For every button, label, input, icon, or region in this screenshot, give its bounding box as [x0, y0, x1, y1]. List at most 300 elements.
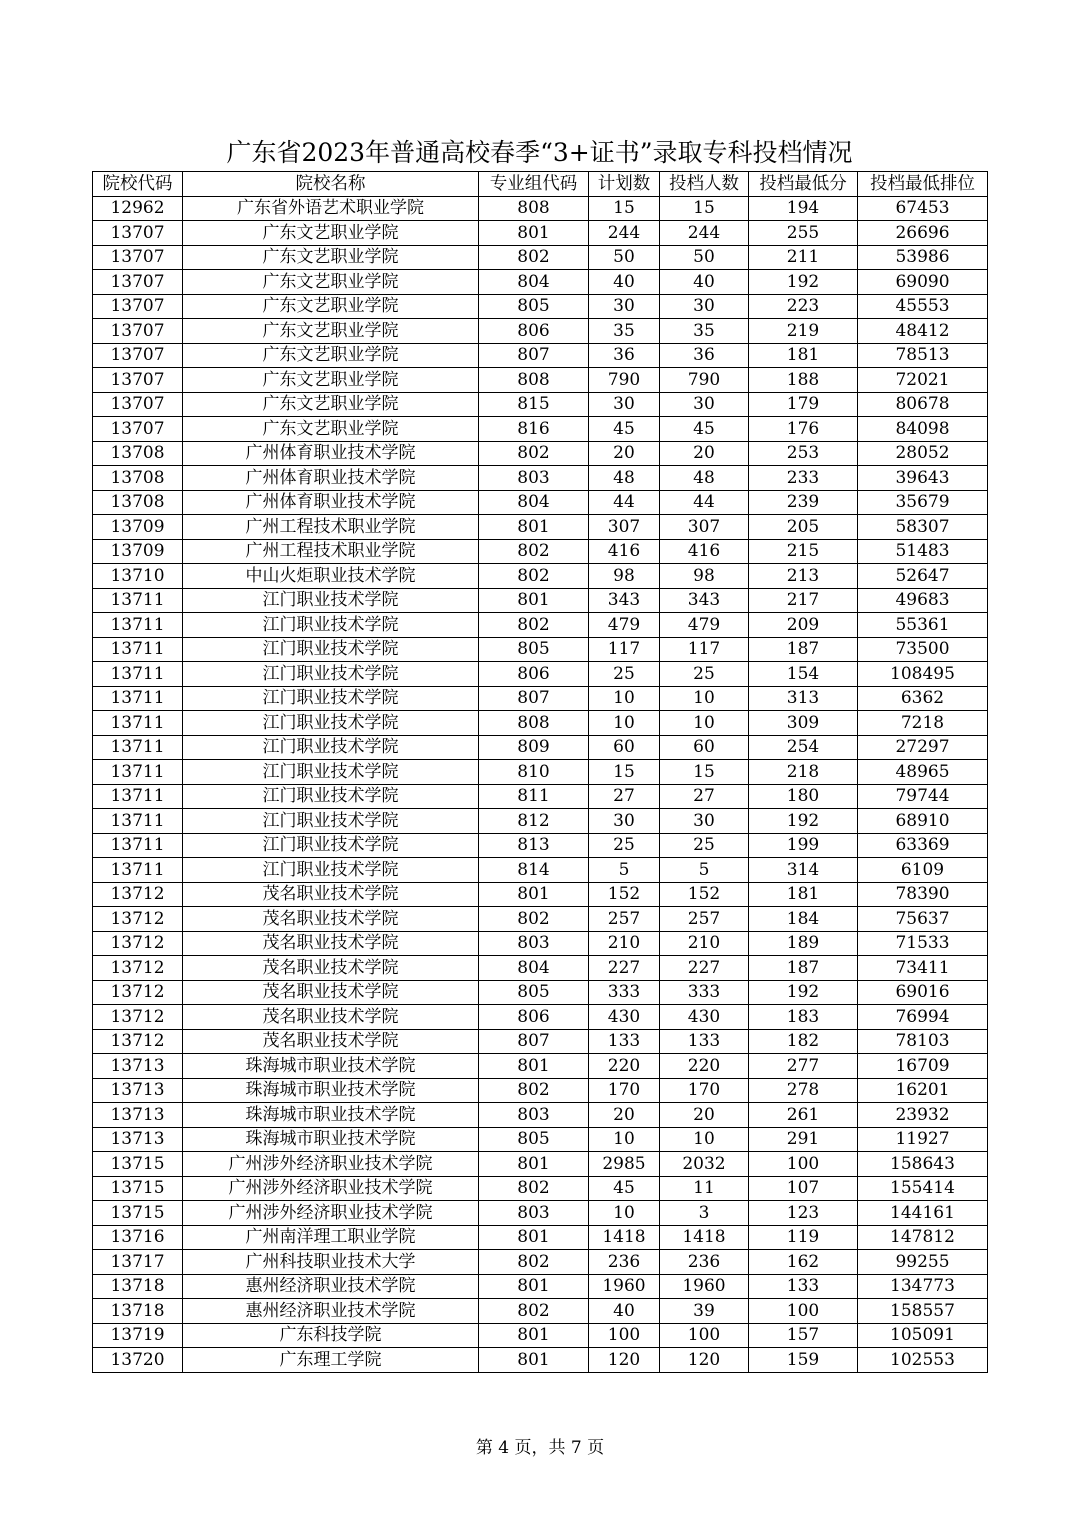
cell-min-rank: 69016	[858, 980, 988, 1005]
cell-school-code: 13711	[93, 613, 183, 638]
cell-group-code: 815	[479, 392, 589, 417]
cell-plan-count: 36	[589, 343, 660, 368]
table-row	[93, 1274, 988, 1299]
table-row	[93, 245, 988, 270]
cell-group-code: 802	[479, 1176, 589, 1201]
cell-school-name: 茂名职业技术学院	[183, 1029, 479, 1054]
cell-school-name: 广东文艺职业学院	[183, 294, 479, 319]
cell-min-score: 254	[749, 735, 858, 760]
cell-school-code: 13711	[93, 711, 183, 736]
header-min-rank: 投档最低排位	[858, 172, 988, 197]
cell-group-code: 802	[479, 907, 589, 932]
table-row	[93, 221, 988, 246]
cell-school-name: 广州涉外经济职业技术学院	[183, 1201, 479, 1226]
cell-admitted-count: 244	[660, 221, 749, 246]
cell-min-rank: 26696	[858, 221, 988, 246]
cell-admitted-count: 133	[660, 1029, 749, 1054]
cell-admitted-count: 40	[660, 270, 749, 295]
cell-school-code: 13711	[93, 637, 183, 662]
cell-min-rank: 51483	[858, 539, 988, 564]
table-row	[93, 686, 988, 711]
cell-school-code: 13711	[93, 686, 183, 711]
cell-school-name: 茂名职业技术学院	[183, 882, 479, 907]
cell-group-code: 809	[479, 735, 589, 760]
cell-plan-count: 15	[589, 196, 660, 221]
table-row	[93, 1225, 988, 1250]
header-school-name: 院校名称	[183, 172, 479, 197]
cell-min-score: 217	[749, 588, 858, 613]
cell-group-code: 805	[479, 294, 589, 319]
table-row	[93, 1323, 988, 1348]
cell-admitted-count: 257	[660, 907, 749, 932]
cell-plan-count: 25	[589, 833, 660, 858]
cell-admitted-count: 170	[660, 1078, 749, 1103]
cell-school-code: 13711	[93, 588, 183, 613]
cell-school-name: 江门职业技术学院	[183, 833, 479, 858]
cell-school-name: 惠州经济职业技术学院	[183, 1274, 479, 1299]
cell-min-score: 133	[749, 1274, 858, 1299]
table-header-row	[93, 172, 988, 197]
table-row	[93, 637, 988, 662]
table-row	[93, 1152, 988, 1177]
cell-min-score: 100	[749, 1299, 858, 1324]
cell-min-score: 180	[749, 784, 858, 809]
cell-group-code: 816	[479, 417, 589, 442]
table-row	[93, 1103, 988, 1128]
cell-min-rank: 39643	[858, 466, 988, 491]
cell-school-code: 13711	[93, 735, 183, 760]
cell-admitted-count: 10	[660, 686, 749, 711]
cell-min-rank: 16709	[858, 1054, 988, 1079]
cell-min-rank: 23932	[858, 1103, 988, 1128]
cell-group-code: 803	[479, 931, 589, 956]
table-row	[93, 1201, 988, 1226]
cell-school-name: 广东理工学院	[183, 1348, 479, 1373]
cell-school-name: 江门职业技术学院	[183, 588, 479, 613]
table-row	[93, 1054, 988, 1079]
cell-plan-count: 210	[589, 931, 660, 956]
cell-school-name: 江门职业技术学院	[183, 784, 479, 809]
cell-plan-count: 30	[589, 809, 660, 834]
cell-plan-count: 20	[589, 441, 660, 466]
table-row	[93, 931, 988, 956]
cell-school-name: 广州工程技术职业学院	[183, 539, 479, 564]
cell-school-name: 中山火炬职业技术学院	[183, 564, 479, 589]
cell-admitted-count: 210	[660, 931, 749, 956]
cell-plan-count: 152	[589, 882, 660, 907]
cell-school-code: 13709	[93, 539, 183, 564]
cell-school-code: 12962	[93, 196, 183, 221]
cell-admitted-count: 3	[660, 1201, 749, 1226]
cell-plan-count: 44	[589, 490, 660, 515]
cell-plan-count: 430	[589, 1005, 660, 1030]
cell-admitted-count: 25	[660, 833, 749, 858]
cell-group-code: 808	[479, 196, 589, 221]
table-body	[93, 196, 988, 1372]
cell-group-code: 806	[479, 319, 589, 344]
table-row	[93, 858, 988, 883]
cell-school-code: 13716	[93, 1225, 183, 1250]
cell-school-code: 13707	[93, 319, 183, 344]
header-admitted-count: 投档人数	[660, 172, 749, 197]
cell-min-rank: 79744	[858, 784, 988, 809]
cell-admitted-count: 416	[660, 539, 749, 564]
cell-min-rank: 102553	[858, 1348, 988, 1373]
cell-group-code: 805	[479, 1127, 589, 1152]
cell-min-score: 223	[749, 294, 858, 319]
cell-group-code: 806	[479, 662, 589, 687]
cell-plan-count: 45	[589, 1176, 660, 1201]
cell-plan-count: 10	[589, 711, 660, 736]
cell-school-code: 13707	[93, 417, 183, 442]
table-row	[93, 882, 988, 907]
table-row	[93, 392, 988, 417]
cell-group-code: 803	[479, 1201, 589, 1226]
cell-school-name: 惠州经济职业技术学院	[183, 1299, 479, 1324]
cell-min-score: 199	[749, 833, 858, 858]
cell-admitted-count: 27	[660, 784, 749, 809]
cell-school-name: 广东文艺职业学院	[183, 270, 479, 295]
cell-min-score: 239	[749, 490, 858, 515]
cell-group-code: 811	[479, 784, 589, 809]
cell-plan-count: 10	[589, 1127, 660, 1152]
cell-min-score: 209	[749, 613, 858, 638]
cell-admitted-count: 20	[660, 1103, 749, 1128]
cell-group-code: 807	[479, 686, 589, 711]
cell-group-code: 814	[479, 858, 589, 883]
cell-school-code: 13711	[93, 760, 183, 785]
cell-plan-count: 50	[589, 245, 660, 270]
cell-min-rank: 27297	[858, 735, 988, 760]
cell-admitted-count: 2032	[660, 1152, 749, 1177]
cell-school-name: 茂名职业技术学院	[183, 907, 479, 932]
cell-min-rank: 158643	[858, 1152, 988, 1177]
cell-school-code: 13712	[93, 1029, 183, 1054]
cell-min-rank: 35679	[858, 490, 988, 515]
table-row	[93, 343, 988, 368]
cell-admitted-count: 44	[660, 490, 749, 515]
cell-min-rank: 158557	[858, 1299, 988, 1324]
cell-school-name: 江门职业技术学院	[183, 686, 479, 711]
cell-plan-count: 27	[589, 784, 660, 809]
table-row	[93, 1348, 988, 1373]
cell-school-code: 13708	[93, 441, 183, 466]
cell-school-code: 13712	[93, 956, 183, 981]
table-row	[93, 539, 988, 564]
cell-min-score: 154	[749, 662, 858, 687]
cell-plan-count: 333	[589, 980, 660, 1005]
cell-group-code: 810	[479, 760, 589, 785]
cell-group-code: 813	[479, 833, 589, 858]
cell-admitted-count: 11	[660, 1176, 749, 1201]
cell-school-name: 广州工程技术职业学院	[183, 515, 479, 540]
cell-plan-count: 1418	[589, 1225, 660, 1250]
table-row	[93, 564, 988, 589]
admission-table	[92, 171, 988, 1373]
cell-plan-count: 35	[589, 319, 660, 344]
cell-admitted-count: 227	[660, 956, 749, 981]
cell-min-rank: 53986	[858, 245, 988, 270]
table-row	[93, 735, 988, 760]
cell-admitted-count: 236	[660, 1250, 749, 1275]
cell-group-code: 803	[479, 466, 589, 491]
cell-school-name: 广东文艺职业学院	[183, 319, 479, 344]
cell-school-code: 13713	[93, 1054, 183, 1079]
cell-admitted-count: 35	[660, 319, 749, 344]
table-row	[93, 1029, 988, 1054]
cell-school-code: 13719	[93, 1323, 183, 1348]
cell-plan-count: 220	[589, 1054, 660, 1079]
cell-school-code: 13715	[93, 1176, 183, 1201]
cell-plan-count: 45	[589, 417, 660, 442]
cell-admitted-count: 120	[660, 1348, 749, 1373]
cell-school-name: 广州体育职业技术学院	[183, 466, 479, 491]
cell-school-code: 13707	[93, 270, 183, 295]
cell-min-rank: 78390	[858, 882, 988, 907]
table-row	[93, 809, 988, 834]
cell-min-score: 278	[749, 1078, 858, 1103]
cell-min-score: 314	[749, 858, 858, 883]
cell-min-rank: 63369	[858, 833, 988, 858]
table-row	[93, 784, 988, 809]
cell-min-score: 189	[749, 931, 858, 956]
cell-group-code: 804	[479, 956, 589, 981]
cell-school-code: 13707	[93, 245, 183, 270]
cell-plan-count: 244	[589, 221, 660, 246]
cell-min-score: 309	[749, 711, 858, 736]
cell-school-code: 13712	[93, 980, 183, 1005]
cell-plan-count: 10	[589, 686, 660, 711]
cell-group-code: 812	[479, 809, 589, 834]
cell-min-score: 255	[749, 221, 858, 246]
cell-plan-count: 40	[589, 1299, 660, 1324]
cell-min-rank: 48965	[858, 760, 988, 785]
cell-group-code: 804	[479, 270, 589, 295]
cell-school-code: 13707	[93, 392, 183, 417]
cell-min-rank: 55361	[858, 613, 988, 638]
cell-min-score: 181	[749, 343, 858, 368]
cell-min-score: 233	[749, 466, 858, 491]
table-row	[93, 1250, 988, 1275]
table-row	[93, 490, 988, 515]
cell-group-code: 801	[479, 1348, 589, 1373]
cell-group-code: 801	[479, 1323, 589, 1348]
cell-plan-count: 2985	[589, 1152, 660, 1177]
cell-min-score: 192	[749, 270, 858, 295]
cell-admitted-count: 430	[660, 1005, 749, 1030]
cell-admitted-count: 1418	[660, 1225, 749, 1250]
cell-school-name: 江门职业技术学院	[183, 809, 479, 834]
cell-plan-count: 100	[589, 1323, 660, 1348]
table-row	[93, 1005, 988, 1030]
cell-min-rank: 68910	[858, 809, 988, 834]
cell-admitted-count: 10	[660, 1127, 749, 1152]
cell-group-code: 801	[479, 221, 589, 246]
cell-group-code: 804	[479, 490, 589, 515]
cell-plan-count: 40	[589, 270, 660, 295]
cell-min-rank: 147812	[858, 1225, 988, 1250]
cell-admitted-count: 5	[660, 858, 749, 883]
cell-min-score: 211	[749, 245, 858, 270]
cell-school-name: 珠海城市职业技术学院	[183, 1127, 479, 1152]
cell-min-rank: 108495	[858, 662, 988, 687]
cell-min-rank: 6109	[858, 858, 988, 883]
cell-admitted-count: 30	[660, 294, 749, 319]
table-row	[93, 711, 988, 736]
cell-plan-count: 170	[589, 1078, 660, 1103]
cell-min-score: 192	[749, 980, 858, 1005]
cell-min-score: 100	[749, 1152, 858, 1177]
cell-school-code: 13711	[93, 858, 183, 883]
cell-min-rank: 16201	[858, 1078, 988, 1103]
cell-min-score: 218	[749, 760, 858, 785]
cell-min-rank: 71533	[858, 931, 988, 956]
cell-school-code: 13712	[93, 1005, 183, 1030]
cell-plan-count: 416	[589, 539, 660, 564]
cell-min-score: 184	[749, 907, 858, 932]
page-title: 广东省2023年普通高校春季“3+证书”录取专科投档情况	[226, 138, 853, 167]
cell-plan-count: 120	[589, 1348, 660, 1373]
table-row	[93, 1127, 988, 1152]
cell-min-score: 213	[749, 564, 858, 589]
cell-school-code: 13712	[93, 882, 183, 907]
cell-school-code: 13711	[93, 662, 183, 687]
cell-school-code: 13708	[93, 466, 183, 491]
cell-group-code: 802	[479, 1250, 589, 1275]
cell-group-code: 801	[479, 1225, 589, 1250]
cell-admitted-count: 45	[660, 417, 749, 442]
cell-group-code: 806	[479, 1005, 589, 1030]
cell-school-code: 13718	[93, 1299, 183, 1324]
cell-school-name: 江门职业技术学院	[183, 711, 479, 736]
cell-plan-count: 20	[589, 1103, 660, 1128]
cell-group-code: 802	[479, 539, 589, 564]
cell-plan-count: 15	[589, 760, 660, 785]
cell-admitted-count: 36	[660, 343, 749, 368]
cell-group-code: 808	[479, 368, 589, 393]
cell-admitted-count: 307	[660, 515, 749, 540]
cell-school-name: 珠海城市职业技术学院	[183, 1103, 479, 1128]
cell-school-name: 广东文艺职业学院	[183, 368, 479, 393]
cell-min-score: 107	[749, 1176, 858, 1201]
cell-min-score: 253	[749, 441, 858, 466]
cell-group-code: 802	[479, 1078, 589, 1103]
cell-admitted-count: 790	[660, 368, 749, 393]
cell-min-rank: 80678	[858, 392, 988, 417]
cell-plan-count: 5	[589, 858, 660, 883]
cell-school-code: 13713	[93, 1103, 183, 1128]
cell-group-code: 801	[479, 588, 589, 613]
cell-admitted-count: 15	[660, 760, 749, 785]
cell-admitted-count: 98	[660, 564, 749, 589]
cell-school-name: 广东文艺职业学院	[183, 417, 479, 442]
cell-group-code: 801	[479, 1274, 589, 1299]
cell-school-code: 13707	[93, 294, 183, 319]
cell-school-name: 广州体育职业技术学院	[183, 490, 479, 515]
cell-admitted-count: 20	[660, 441, 749, 466]
cell-school-code: 13710	[93, 564, 183, 589]
table-row	[93, 196, 988, 221]
cell-min-score: 219	[749, 319, 858, 344]
table-row	[93, 588, 988, 613]
cell-plan-count: 60	[589, 735, 660, 760]
cell-min-rank: 134773	[858, 1274, 988, 1299]
table-row	[93, 515, 988, 540]
cell-admitted-count: 100	[660, 1323, 749, 1348]
cell-school-name: 江门职业技术学院	[183, 735, 479, 760]
cell-admitted-count: 25	[660, 662, 749, 687]
header-plan-count: 计划数	[589, 172, 660, 197]
cell-group-code: 802	[479, 564, 589, 589]
cell-min-rank: 73411	[858, 956, 988, 981]
cell-school-code: 13711	[93, 833, 183, 858]
cell-school-name: 茂名职业技术学院	[183, 956, 479, 981]
cell-min-rank: 144161	[858, 1201, 988, 1226]
cell-group-code: 807	[479, 1029, 589, 1054]
cell-school-name: 茂名职业技术学院	[183, 980, 479, 1005]
cell-school-name: 广州体育职业技术学院	[183, 441, 479, 466]
cell-school-name: 茂名职业技术学院	[183, 1005, 479, 1030]
cell-min-rank: 49683	[858, 588, 988, 613]
cell-school-code: 13715	[93, 1152, 183, 1177]
cell-plan-count: 30	[589, 392, 660, 417]
cell-school-code: 13712	[93, 907, 183, 932]
cell-min-rank: 67453	[858, 196, 988, 221]
cell-min-rank: 72021	[858, 368, 988, 393]
cell-min-rank: 78513	[858, 343, 988, 368]
cell-plan-count: 48	[589, 466, 660, 491]
table-row	[93, 294, 988, 319]
cell-plan-count: 236	[589, 1250, 660, 1275]
cell-school-name: 江门职业技术学院	[183, 613, 479, 638]
cell-school-name: 江门职业技术学院	[183, 662, 479, 687]
cell-group-code: 805	[479, 637, 589, 662]
table-row	[93, 1176, 988, 1201]
table-row	[93, 662, 988, 687]
table-row	[93, 1299, 988, 1324]
table-row	[93, 319, 988, 344]
cell-plan-count: 30	[589, 294, 660, 319]
cell-school-name: 珠海城市职业技术学院	[183, 1078, 479, 1103]
cell-group-code: 801	[479, 1152, 589, 1177]
cell-min-rank: 75637	[858, 907, 988, 932]
cell-school-name: 江门职业技术学院	[183, 760, 479, 785]
cell-min-score: 183	[749, 1005, 858, 1030]
cell-min-score: 194	[749, 196, 858, 221]
cell-admitted-count: 50	[660, 245, 749, 270]
cell-min-rank: 84098	[858, 417, 988, 442]
cell-min-score: 291	[749, 1127, 858, 1152]
cell-group-code: 802	[479, 441, 589, 466]
cell-school-code: 13708	[93, 490, 183, 515]
cell-group-code: 808	[479, 711, 589, 736]
cell-admitted-count: 48	[660, 466, 749, 491]
cell-min-rank: 76994	[858, 1005, 988, 1030]
cell-group-code: 801	[479, 882, 589, 907]
cell-min-rank: 78103	[858, 1029, 988, 1054]
page-footer: 第 4 页，共 7 页	[475, 1438, 605, 1458]
cell-plan-count: 98	[589, 564, 660, 589]
cell-school-code: 13720	[93, 1348, 183, 1373]
cell-school-code: 13713	[93, 1127, 183, 1152]
cell-min-rank: 69090	[858, 270, 988, 295]
cell-min-score: 179	[749, 392, 858, 417]
cell-school-name: 广州涉外经济职业技术学院	[183, 1176, 479, 1201]
cell-min-rank: 58307	[858, 515, 988, 540]
cell-school-code: 13707	[93, 221, 183, 246]
cell-school-code: 13712	[93, 931, 183, 956]
cell-min-score: 159	[749, 1348, 858, 1373]
